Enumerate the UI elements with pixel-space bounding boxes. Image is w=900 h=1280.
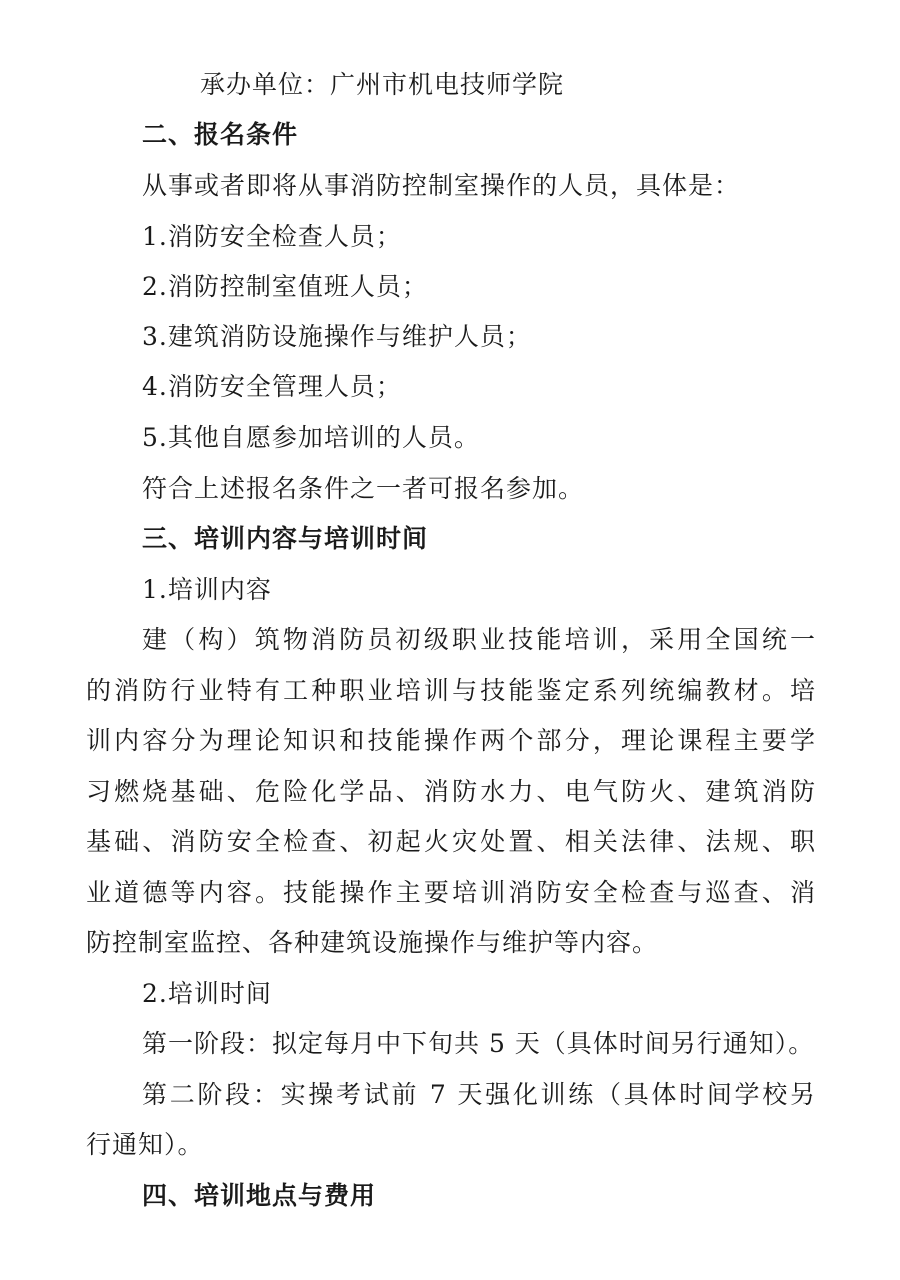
training-stage-2-line: 行通知）。: [86, 1130, 204, 1159]
training-stage-1: 第一阶段：拟定每月中下旬共 5 天（具体时间另行通知）。: [142, 1029, 815, 1058]
registration-closing: 符合上述报名条件之一者可报名参加。: [142, 474, 585, 503]
training-content-line: 业道德等内容。技能操作主要培训消防安全检查与巡查、消: [86, 878, 816, 907]
registration-item-2: 2.消防控制室值班人员；: [142, 272, 428, 301]
training-content-title: 1.培训内容: [142, 575, 272, 604]
training-content-line: 基础、消防安全检查、初起火灾处置、相关法律、法规、职: [86, 827, 816, 856]
training-time-title: 2.培训时间: [142, 979, 272, 1008]
section-heading-training: 三、培训内容与培训时间: [142, 524, 429, 553]
training-content-line: 防控制室监控、各种建筑设施操作与维护等内容。: [86, 928, 659, 957]
section-heading-registration: 二、报名条件: [142, 120, 299, 149]
host-unit-line: 承办单位：广州市机电技师学院: [200, 70, 565, 99]
registration-intro: 从事或者即将从事消防控制室操作的人员，具体是：: [142, 171, 741, 200]
training-content-line: 训内容分为理论知识和技能操作两个部分，理论课程主要学: [86, 726, 816, 755]
training-stage-2-line: 第二阶段：实操考试前 7 天强化训练（具体时间学校另: [142, 1080, 816, 1109]
section-heading-location-fees: 四、培训地点与费用: [142, 1181, 377, 1210]
registration-item-5: 5.其他自愿参加培训的人员。: [142, 423, 480, 452]
training-content-line: 建（构）筑物消防员初级职业技能培训，采用全国统一: [142, 625, 816, 654]
registration-item-4: 4.消防安全管理人员；: [142, 372, 402, 401]
training-content-line: 习燃烧基础、危险化学品、消防水力、电气防火、建筑消防: [86, 777, 816, 806]
registration-item-1: 1.消防安全检查人员；: [142, 222, 402, 251]
registration-item-3: 3.建筑消防设施操作与维护人员；: [142, 322, 532, 351]
training-content-line: 的消防行业特有工种职业培训与技能鉴定系列统编教材。培: [86, 676, 816, 705]
